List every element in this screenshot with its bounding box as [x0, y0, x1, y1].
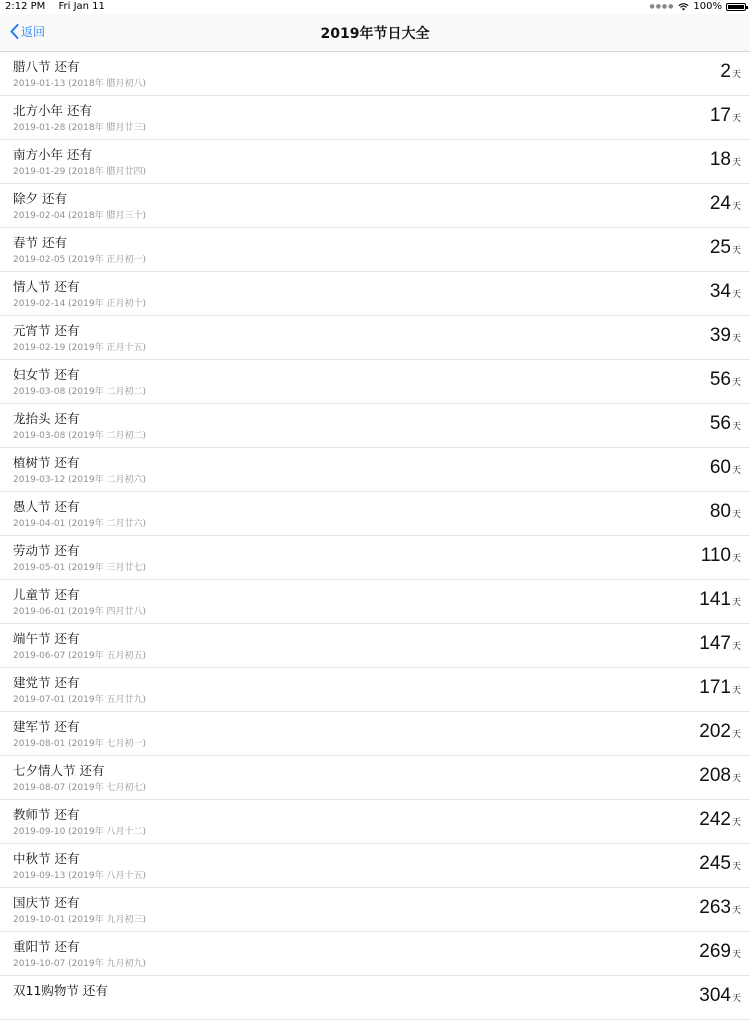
days-remaining [710, 369, 741, 391]
days-unit: 天 [731, 290, 741, 300]
days-unit: 天 [731, 158, 741, 168]
days-count: 80 [709, 501, 731, 522]
holiday-name: 植树节 还有 [13, 455, 80, 470]
days-unit: 天 [731, 334, 741, 344]
days-count: 141 [699, 589, 731, 610]
days-remaining [699, 721, 741, 743]
holiday-name: 南方小年 还有 [13, 147, 92, 162]
holiday-name: 元宵节 还有 [13, 323, 80, 338]
days-unit: 天 [731, 994, 741, 1004]
navigation-bar [0, 14, 750, 52]
days-count: 56 [709, 369, 731, 390]
holiday-date: 2019-01-28 (2018年 腊月廿三) [13, 123, 146, 133]
days-count: 147 [699, 633, 731, 654]
holiday-date: 2019-10-07 (2019年 九月初九) [13, 959, 146, 969]
list-item[interactable] [0, 316, 750, 360]
holiday-date: 2019-01-29 (2018年 腊月廿四) [13, 167, 146, 177]
days-unit: 天 [731, 598, 741, 608]
days-count: 39 [709, 325, 731, 346]
holiday-date: 2019-02-14 (2019年 正月初十) [13, 299, 146, 309]
days-count: 18 [709, 149, 731, 170]
days-unit: 天 [731, 862, 741, 872]
page-title: 2019年节日大全 [320, 26, 430, 42]
days-unit: 天 [731, 114, 741, 124]
days-unit: 天 [731, 510, 741, 520]
holiday-list [0, 52, 750, 1020]
list-item[interactable] [0, 756, 750, 800]
days-unit: 天 [731, 730, 741, 740]
list-item[interactable] [0, 580, 750, 624]
list-item[interactable] [0, 448, 750, 492]
days-count: 60 [709, 457, 731, 478]
days-count: 2 [720, 61, 731, 82]
days-unit: 天 [731, 202, 741, 212]
days-count: 17 [709, 105, 731, 126]
days-unit: 天 [731, 906, 741, 916]
holiday-date: 2019-01-13 (2018年 腊月初八) [13, 79, 146, 89]
list-item[interactable] [0, 184, 750, 228]
days-remaining [699, 677, 741, 699]
holiday-name: 愚人节 还有 [13, 499, 80, 514]
days-unit: 天 [731, 686, 741, 696]
list-item[interactable] [0, 624, 750, 668]
holiday-name: 教师节 还有 [13, 807, 80, 822]
days-remaining [710, 237, 741, 259]
days-remaining [710, 281, 741, 303]
days-unit: 天 [731, 642, 741, 652]
days-remaining [710, 193, 741, 215]
status-right [649, 0, 746, 14]
list-item[interactable] [0, 492, 750, 536]
back-label: 返回 [21, 25, 46, 39]
days-unit: 天 [731, 70, 741, 80]
days-remaining [699, 765, 741, 787]
holiday-date: 2019-02-19 (2019年 正月十五) [13, 343, 146, 353]
list-item[interactable] [0, 96, 750, 140]
holiday-date: 2019-04-01 (2019年 二月廿六) [13, 519, 146, 529]
holiday-date: 2019-05-01 (2019年 三月廿七) [13, 563, 146, 573]
list-item[interactable] [0, 272, 750, 316]
list-item[interactable] [0, 888, 750, 932]
holiday-date: 2019-07-01 (2019年 五月廿九) [13, 695, 146, 705]
holiday-date: 2019-09-13 (2019年 八月十五) [13, 871, 146, 881]
days-count: 269 [699, 941, 731, 962]
holiday-name: 春节 还有 [13, 235, 67, 250]
days-remaining [699, 633, 741, 655]
holiday-date: 2019-06-07 (2019年 五月初五) [13, 651, 146, 661]
days-remaining [699, 941, 741, 963]
days-remaining [710, 325, 741, 347]
list-item[interactable] [0, 668, 750, 712]
days-count: 34 [709, 281, 731, 302]
signal-dots-icon: ●●●● [649, 3, 675, 10]
holiday-name: 七夕情人节 还有 [13, 763, 105, 778]
days-remaining [710, 105, 741, 127]
list-item[interactable] [0, 800, 750, 844]
list-item[interactable] [0, 228, 750, 272]
holiday-date: 2019-08-01 (2019年 七月初一) [13, 739, 146, 749]
days-unit: 天 [731, 378, 741, 388]
holiday-name: 龙抬头 还有 [13, 411, 80, 426]
days-remaining [710, 149, 741, 171]
status-left [5, 0, 115, 14]
days-count: 202 [699, 721, 731, 742]
holiday-name: 情人节 还有 [13, 279, 80, 294]
holiday-name: 劳动节 还有 [13, 543, 80, 558]
holiday-date: 2019-02-05 (2019年 正月初一) [13, 255, 146, 265]
days-remaining [699, 853, 741, 875]
days-count: 110 [700, 545, 731, 566]
list-item[interactable] [0, 976, 750, 1020]
list-item[interactable] [0, 844, 750, 888]
days-count: 208 [699, 765, 731, 786]
days-remaining [699, 809, 741, 831]
days-remaining [710, 413, 741, 435]
battery-icon [726, 3, 746, 11]
holiday-name: 双11购物节 还有 [13, 983, 108, 998]
list-item[interactable] [0, 932, 750, 976]
list-item[interactable] [0, 140, 750, 184]
holiday-date: 2019-08-07 (2019年 七月初七) [13, 783, 146, 793]
days-count: 242 [699, 809, 731, 830]
list-item[interactable] [0, 52, 750, 96]
days-unit: 天 [731, 950, 741, 960]
days-count: 171 [699, 677, 731, 698]
holiday-date: 2019-06-01 (2019年 四月廿八) [13, 607, 146, 617]
holiday-name: 北方小年 还有 [13, 103, 92, 118]
status-date: Fri Jan 11 [58, 1, 105, 12]
holiday-name: 端午节 还有 [13, 631, 80, 646]
days-unit: 天 [731, 774, 741, 784]
battery-percent: 100% [693, 1, 722, 12]
days-remaining [699, 985, 741, 1007]
holiday-name: 重阳节 还有 [13, 939, 80, 954]
holiday-name: 国庆节 还有 [13, 895, 80, 910]
status-bar [0, 0, 750, 14]
days-remaining [701, 545, 741, 567]
days-count: 24 [709, 193, 731, 214]
days-remaining [699, 897, 741, 919]
holiday-date: 2019-03-12 (2019年 二月初六) [13, 475, 146, 485]
days-remaining [720, 61, 741, 83]
holiday-name: 建党节 还有 [13, 675, 80, 690]
holiday-date: 2019-09-10 (2019年 八月十二) [13, 827, 146, 837]
holiday-name: 儿童节 还有 [13, 587, 80, 602]
days-count: 25 [709, 237, 731, 258]
days-remaining [710, 457, 741, 479]
days-unit: 天 [731, 554, 741, 564]
list-item[interactable] [0, 536, 750, 580]
wifi-icon [678, 3, 689, 11]
days-count: 263 [699, 897, 731, 918]
status-time: 2:12 PM [5, 1, 46, 12]
days-count: 56 [709, 413, 731, 434]
days-count: 245 [699, 853, 731, 874]
list-item[interactable] [0, 360, 750, 404]
days-unit: 天 [731, 818, 741, 828]
list-item[interactable] [0, 712, 750, 756]
holiday-name: 建军节 还有 [13, 719, 80, 734]
holiday-name: 中秋节 还有 [13, 851, 80, 866]
holiday-date: 2019-10-01 (2019年 九月初三) [13, 915, 146, 925]
holiday-date: 2019-02-04 (2018年 腊月三十) [13, 211, 146, 221]
days-unit: 天 [731, 422, 741, 432]
days-remaining [699, 589, 741, 611]
days-unit: 天 [731, 466, 741, 476]
holiday-name: 腊八节 还有 [13, 59, 80, 74]
days-count: 304 [699, 985, 731, 1006]
holiday-date: 2019-03-08 (2019年 二月初二) [13, 387, 146, 397]
days-unit: 天 [731, 246, 741, 256]
list-item[interactable] [0, 404, 750, 448]
days-remaining [710, 501, 741, 523]
holiday-name: 妇女节 还有 [13, 367, 80, 382]
holiday-name: 除夕 还有 [13, 191, 67, 206]
holiday-date: 2019-03-08 (2019年 二月初二) [13, 431, 146, 441]
